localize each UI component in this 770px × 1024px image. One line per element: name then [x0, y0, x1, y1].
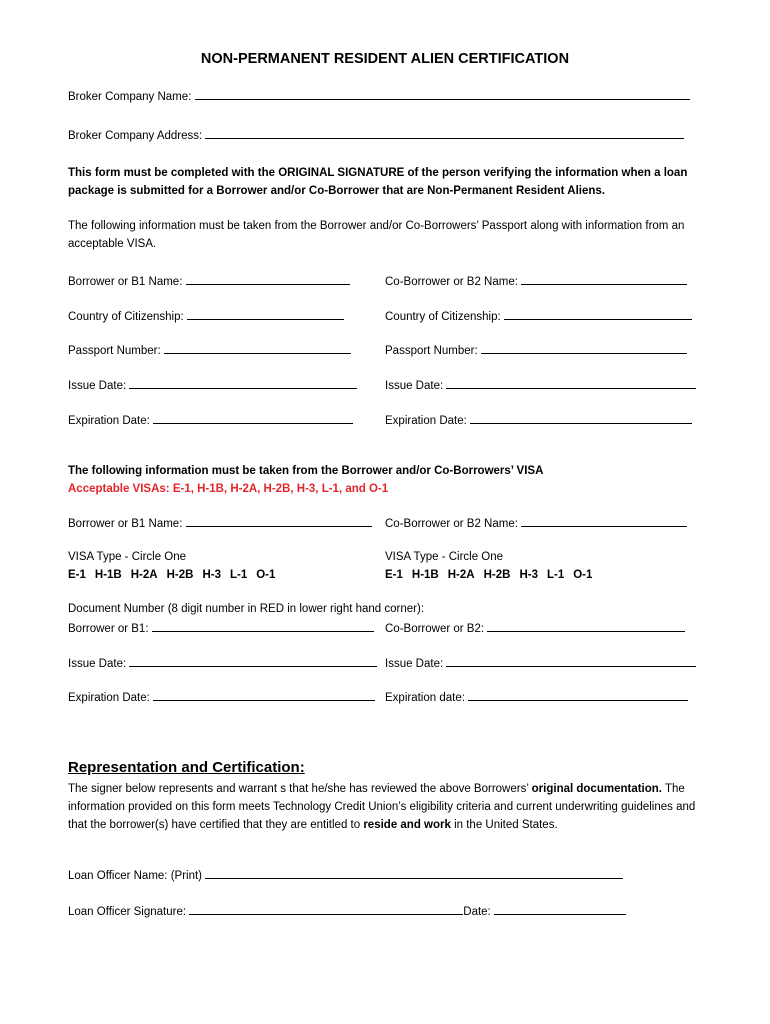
- visa-coborrower-issue-date-field[interactable]: [446, 655, 696, 667]
- visa-type-options-right: [385, 568, 601, 582]
- visa-option-h2b[interactable]: H-2B: [483, 569, 511, 581]
- borrower-name-field[interactable]: [186, 273, 350, 285]
- visa-option-h3[interactable]: H-3: [202, 569, 221, 581]
- visa-borrower-issue-date-label: Issue Date:: [68, 658, 127, 670]
- passport-coborrower-number-row: [385, 342, 687, 358]
- loan-officer-name-field[interactable]: [205, 867, 623, 879]
- acceptable-visas-text: Acceptable VISAs: E-1, H-1B, H-2A, H-2B, H-3, L-1, and O-1: [68, 483, 389, 495]
- document-number-coborrower-label: Co-Borrower or B2:: [385, 623, 485, 635]
- broker-company-address-field[interactable]: [205, 127, 684, 139]
- visa-option-h1b[interactable]: H-1B: [411, 569, 439, 581]
- borrower-passport-number-field[interactable]: [164, 342, 351, 354]
- visa-option-o1[interactable]: O-1: [573, 569, 593, 581]
- document-number-coborrower-field[interactable]: [487, 620, 685, 632]
- borrower-passport-number-label: Passport Number:: [68, 345, 161, 357]
- broker-company-address-row: [68, 127, 684, 143]
- borrower-country-label: Country of Citizenship:: [68, 311, 184, 323]
- broker-company-name-row: [68, 88, 690, 104]
- visa-borrower-name-label: Borrower or B1 Name:: [68, 518, 183, 530]
- visa-option-h2a[interactable]: H-2A: [447, 569, 475, 581]
- broker-company-name-field[interactable]: [195, 88, 690, 100]
- representation-text: [68, 780, 700, 834]
- passport-borrower-country-row: [68, 308, 344, 324]
- coborrower-passport-number-field[interactable]: [481, 342, 687, 354]
- representation-text-bold: reside and work: [363, 819, 451, 831]
- coborrower-name-label: Co-Borrower or B2 Name:: [385, 276, 518, 288]
- broker-company-address-label: Broker Company Address:: [68, 130, 203, 142]
- borrower-expiration-date-field[interactable]: [153, 412, 353, 424]
- visa-option-h2b[interactable]: H-2B: [166, 569, 194, 581]
- loan-officer-name-label: Loan Officer Name: (Print): [68, 870, 203, 882]
- visa-option-h1b[interactable]: H-1B: [94, 569, 122, 581]
- passport-coborrower-country-row: [385, 308, 692, 324]
- representation-text-part: The signer below represents and warrant s that he/she has reviewed the above Borrowers’: [68, 783, 532, 795]
- representation-text-bold: original documentation.: [531, 783, 662, 795]
- representation-heading: Representation and Certification:: [68, 759, 305, 776]
- loan-officer-name-row: [68, 867, 623, 883]
- visa-option-h3[interactable]: H-3: [519, 569, 538, 581]
- passport-borrower-name-row: [68, 273, 350, 289]
- visa-borrower-expiration-date-field[interactable]: [153, 689, 375, 701]
- visa-coborrower-issue-date-label: Issue Date:: [385, 658, 444, 670]
- instruction-text: This form must be completed with the ORIGINAL SIGNATURE of the person verifying the information when a loan package is submitted for a Borrower and/or Co-Borrower that are Non-Permanent Resident Aliens.: [68, 167, 688, 197]
- passport-borrower-expiration-row: [68, 412, 353, 428]
- loan-officer-signature-label: Loan Officer Signature:: [68, 906, 187, 918]
- representation-text-part: in the United States.: [450, 819, 558, 831]
- borrower-country-field[interactable]: [187, 308, 344, 320]
- document-number-label: Document Number (8 digit number in RED in lower right hand corner):: [68, 603, 425, 615]
- coborrower-issue-date-label: Issue Date:: [385, 380, 444, 392]
- borrower-issue-date-label: Issue Date:: [68, 380, 127, 392]
- visa-coborrower-name-field[interactable]: [521, 515, 687, 527]
- passport-borrower-issue-row: [68, 377, 357, 393]
- coborrower-country-label: Country of Citizenship:: [385, 311, 501, 323]
- borrower-expiration-date-label: Expiration Date:: [68, 415, 150, 427]
- visa-borrower-name-row: [68, 515, 372, 531]
- passport-coborrower-issue-row: [385, 377, 696, 393]
- visa-option-l1[interactable]: L-1: [546, 569, 565, 581]
- visa-borrower-name-field[interactable]: [186, 515, 372, 527]
- visa-coborrower-issue-row: [385, 655, 696, 671]
- visa-coborrower-name-label: Co-Borrower or B2 Name:: [385, 518, 518, 530]
- visa-option-l1[interactable]: L-1: [229, 569, 248, 581]
- coborrower-country-field[interactable]: [504, 308, 692, 320]
- passport-borrower-number-row: [68, 342, 351, 358]
- coborrower-issue-date-field[interactable]: [446, 377, 696, 389]
- visa-option-e1[interactable]: E-1: [385, 569, 403, 581]
- loan-officer-signature-row: [68, 903, 626, 919]
- representation-text-part: The information provided on this form meets Technology Credit Union’s eligibility criteria and current underwriting guidelines and that the borrower(s) have certified that they are entitled to: [68, 783, 696, 831]
- visa-type-options-left: [68, 568, 284, 582]
- visa-type-label-left: VISA Type - Circle One: [68, 551, 187, 563]
- passport-coborrower-expiration-row: [385, 412, 692, 428]
- passport-coborrower-name-row: [385, 273, 687, 289]
- borrower-issue-date-field[interactable]: [129, 377, 357, 389]
- document-number-borrower-field[interactable]: [152, 620, 374, 632]
- visa-option-o1[interactable]: O-1: [256, 569, 276, 581]
- visa-borrower-issue-row: [68, 655, 377, 671]
- coborrower-passport-number-label: Passport Number:: [385, 345, 478, 357]
- signature-date-label: Date:: [463, 906, 491, 918]
- form-title: NON-PERMANENT RESIDENT ALIEN CERTIFICATION: [200, 51, 570, 67]
- coborrower-expiration-date-label: Expiration Date:: [385, 415, 467, 427]
- visa-coborrower-expiration-row: [385, 689, 688, 705]
- visa-borrower-expiration-date-label: Expiration Date:: [68, 692, 150, 704]
- visa-option-e1[interactable]: E-1: [68, 569, 86, 581]
- visa-option-h2a[interactable]: H-2A: [130, 569, 158, 581]
- visa-borrower-issue-date-field[interactable]: [129, 655, 377, 667]
- document-number-borrower-label: Borrower or B1:: [68, 623, 149, 635]
- visa-section-heading: The following information must be taken from the Borrower and/or Co-Borrowers’ VISA: [68, 465, 544, 477]
- visa-coborrower-expiration-date-label: Expiration date:: [385, 692, 465, 704]
- passport-intro-text: The following information must be taken from the Borrower and/or Co-Borrowers’ Passport along with information from an acceptable VISA.: [68, 220, 685, 250]
- coborrower-expiration-date-field[interactable]: [470, 412, 692, 424]
- visa-borrower-expiration-row: [68, 689, 375, 705]
- visa-coborrower-name-row: [385, 515, 687, 531]
- visa-type-label-right: VISA Type - Circle One: [385, 551, 504, 563]
- borrower-name-label: Borrower or B1 Name:: [68, 276, 183, 288]
- broker-company-name-label: Broker Company Name:: [68, 91, 192, 103]
- loan-officer-signature-field[interactable]: [189, 903, 463, 915]
- signature-date-field[interactable]: [494, 903, 626, 915]
- document-number-borrower-row: [68, 620, 374, 636]
- coborrower-name-field[interactable]: [521, 273, 687, 285]
- visa-coborrower-expiration-date-field[interactable]: [468, 689, 688, 701]
- document-number-coborrower-row: [385, 620, 685, 636]
